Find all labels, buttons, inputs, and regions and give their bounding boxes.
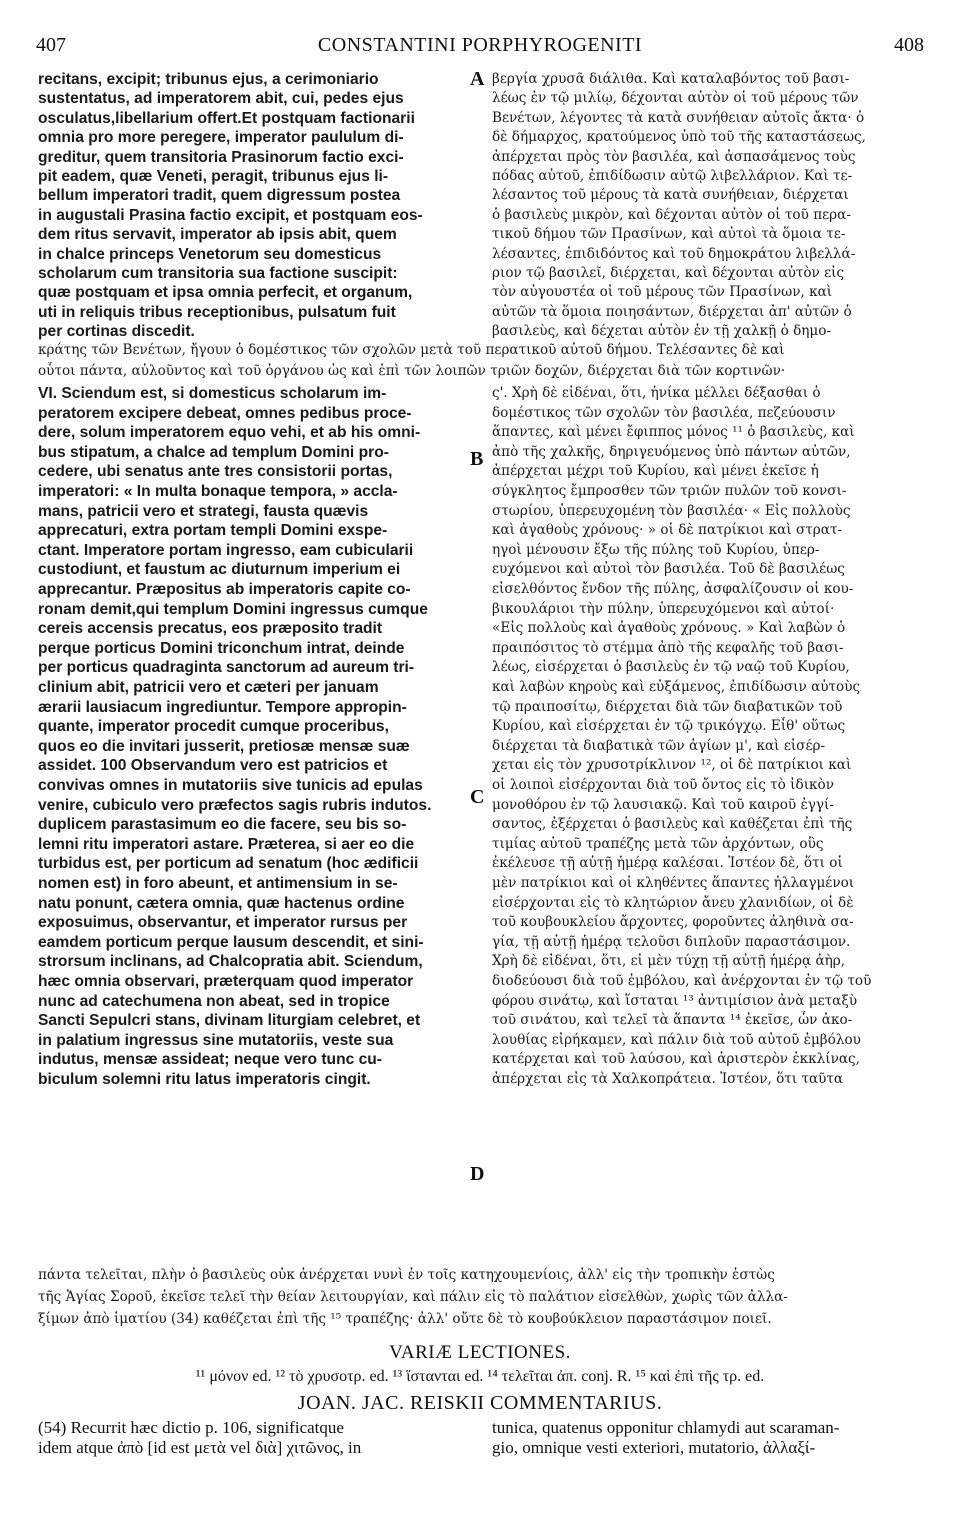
latin-text-line: in augustali Prasina factio excipit, et postquam eos-	[38, 206, 423, 224]
greek-fullwidth-line: πάντα τελεῖται, πλὴν ὁ βασιλεὺς οὐκ ἀνέρχεται νυνὶ ἐν τοῖς κατηχουμενίοις, ἀλλ' εἰς τὴν τροπικὴν ἑστὼς	[38, 1267, 775, 1283]
commentary-right-line: tunica, quatenus opponitur chlamydi aut scaraman-	[492, 1418, 840, 1437]
left-page-number: 407	[36, 34, 66, 56]
greek-text-line: ς'. Χρὴ δὲ εἰδέναι, ὅτι, ἡνίκα μέλλει δέξασθαι ὁ	[492, 385, 821, 401]
latin-text-line: biculum solemni ritu latus imperatoris cingit.	[38, 1071, 371, 1088]
latin-text-line: uti in reliquis tribus receptionibus, pulsatum fuit	[38, 303, 396, 321]
latin-text-line: cereis accensis precatus, eos præposito tradit	[38, 620, 383, 638]
latin-text-line: lemni ritu imperatori astare. Præterea, si aer eo die	[38, 835, 415, 853]
commentary-title: JOAN. JAC. REISKII COMMENTARIUS.	[297, 1392, 663, 1414]
greek-text-line: γία, τῇ αὐτῇ ἡμέρᾳ τελοῦσι διπλοῦν παραστάσιμον.	[492, 933, 851, 950]
greek-text-line: δομέστικος τῶν σχολῶν τὸν βασιλέα, πεζεύουσιν	[492, 404, 836, 421]
latin-text-line: apprecantur. Præpositus ab imperatoris capite co-	[38, 581, 411, 598]
greek-text-line: διέρχεται τὰ διαβατικὰ τῶν ἁγίων μ', καὶ εἰσέρ-	[492, 737, 826, 754]
greek-text-line: τὸν αὐγουστέα οἱ τοῦ μέρους τῶν Πρασίνων, καὶ	[492, 284, 833, 301]
latin-text-line: custodiunt, et faustum ac diuturnum imperium ei	[38, 561, 401, 579]
greek-text-line: λέως, εἰσέρχεται ὁ βασιλεὺς ἐν τῷ ναῷ τοῦ Κυρίου,	[492, 659, 850, 676]
latin-text-line: scholarum cum transitoria sua factione suscipit:	[38, 265, 398, 282]
greek-text-line: βεργία χρυσᾶ διάλιθα. Καὶ καταλαβόντος τοῦ βασι-	[492, 71, 850, 87]
greek-text-line: βασιλεὺς, καὶ δέχεται αὐτὸν ἐν τῇ χαλκῇ ὁ δημο-	[492, 323, 832, 340]
commentary-right-line: gio, omnique vesti exteriori, mutatorio, ἀλλαξί-	[492, 1438, 816, 1457]
greek-text-line: ἀπέρχεται πρὸς τὸν βασιλέα, καὶ ἀσπασάμενος τοὺς	[492, 148, 856, 165]
greek-text-line: κατέρχεται καὶ τοῦ λαύσου, καὶ ἀριστερὸν ἐκκλίνας,	[492, 1051, 860, 1068]
latin-text-line: strorsum inclinans, ad Chalcopratia abit. Sciendum,	[38, 953, 423, 971]
greek-text-line: οἱ λοιποὶ εἰσέρχονται διὰ τοῦ ὄντος εἰς τὸ ἰδικὸν	[492, 777, 834, 793]
variae-lectiones-notes: ¹¹ μόνον ed. ¹² τὸ χρυσοτρ. ed. ¹³ ἵστανται ed. ¹⁴ τελεῖται ἀπ. conj. R. ¹⁵ καὶ ἐπὶ τῆς τρ. ed.	[195, 1368, 765, 1385]
latin-text-line: bellum imperatori tradit, quem digressum postea	[38, 187, 401, 205]
latin-text-line: omnia pro more peregere, imperator paululum di-	[38, 129, 404, 147]
latin-text-line: pit eadem, quæ Veneti, peragit, tribunus ejus li-	[38, 168, 389, 185]
latin-text-line: venire, cubiculo vero præfectos sagis rubris indutos.	[38, 796, 432, 814]
greek-text-line: πόδας αὐτοῦ, ἐπιδίδωσιν αὐτῷ λιβελλάριον. Καὶ τε-	[492, 168, 853, 184]
greek-text-line: ἀπὸ τῆς χαλκῆς, δηριγευόμενος ὑπὸ πάντων αὐτῶν,	[492, 443, 851, 460]
latin-text-line: quante, imperator procedit cumque proceribus,	[38, 718, 389, 736]
greek-text-line: τοῦ σινάτου, καὶ τελεῖ τὰ ἅπαντα ¹⁴ ἐκεῖσε, ὧν ἀκο-	[492, 1012, 853, 1029]
latin-text-line: in chalce princeps Venetorum seu domesticus	[38, 245, 382, 263]
greek-text-line: ευχόμενοι καὶ αὐτοὶ τὸν βασιλέα. Τοῦ δὲ βασιλέως	[492, 561, 845, 578]
greek-text-line: εἰσέρχονται εἰς τὸ κλητώριον ἄνευ χλανιδίων, οἱ δὲ	[492, 894, 854, 911]
greek-fullwidth-line: ξίμων ἀπὸ ἱματίου (34) καθέζεται ἐπὶ τῆς ¹⁵ τραπέζης· ἀλλ' οὔτε δὲ τὸ κουβούκλειον παραστάσιμον ποιεῖ.	[38, 1311, 772, 1327]
latin-text-line: imperatori: « In multa bonaque tempora, » accla-	[38, 483, 398, 500]
margin-marker-d: D	[470, 1163, 485, 1185]
latin-text-line: cedere, ubi senatus ante tres consistorii portas,	[38, 463, 393, 481]
latin-text-line: recitans, excipit; tribunus ejus, a cerimoniario	[38, 71, 379, 88]
latin-text-line: quos eo die invitari jusserit, pretiosæ mensæ suæ	[38, 737, 410, 755]
greek-text-line: φόρου σινάτῳ, καὶ ἵσταται ¹³ ἀντιμίσιον ἀνὰ μεταξὺ	[492, 992, 858, 1009]
latin-text-line: eamdem porticum perque lausum descendit, et sini-	[38, 933, 424, 951]
latin-text-line: in palatium ingressus sine mutatoriis, veste sua	[38, 1031, 394, 1049]
latin-text-line: duplicem parastasimum eo die facere, seu bis so-	[38, 816, 407, 834]
greek-text-line: δὲ δήμαρχος, κρατούμενος ὑπὸ τοῦ τῆς καταστάσεως,	[492, 129, 866, 146]
latin-text-line: ronam demit,qui templum Domini ingressus cumque	[38, 600, 428, 618]
latin-text-line: dem ritus servavit, imperator ab ipsis abit, quem	[38, 226, 397, 244]
greek-text-line: βικουλάριοι τὴν πύλην, ὑπερευχόμενοι καὶ αὐτοί·	[492, 600, 835, 617]
greek-text-line: τιμίας αὐτοῦ τραπέζης μετὰ τῶν ἀρχόντων, οὓς	[492, 835, 824, 852]
greek-text-line: ἅπαντες, καὶ μένει ἔφιππος μόνος ¹¹ ὁ βασιλεὺς, καὶ	[492, 424, 855, 441]
latin-text-line: sustentatus, ad imperatorem abit, cui, pedes ejus	[38, 90, 404, 108]
greek-text-line: Κυρίου, καὶ εἰσέρχεται ἐν τῷ τρικόγχῳ. Εἶθ' οὕτως	[492, 718, 846, 735]
greek-text-line: καὶ λαβὼν κηροὺς καὶ εὐξάμενος, ἐπιδίδωσιν αὐτοὺς	[492, 679, 861, 695]
margin-marker-b: B	[470, 448, 484, 470]
latin-text-line: indutus, mensæ assideat; neque vero tunc cu-	[38, 1051, 382, 1069]
greek-text-line: «Εἰς πολλοὺς καὶ ἀγαθοὺς χρόνους. » Καὶ λαβὼν ὁ	[492, 620, 846, 637]
greek-text-line: χεται εἰς τὸν χρυσοτρίκλινον ¹², οἱ δὲ πατρίκιοι καὶ	[492, 757, 852, 774]
commentary-left-line: idem atque ἀπὸ [id est μετὰ vel διὰ] χιτῶνος, in	[38, 1438, 362, 1457]
greek-fullwidth-line: οὗτοι πάντα, αὐλοῦντος καὶ τοῦ ὀργάνου ὡς καὶ ἐπὶ τῶν λοιπῶν τριῶν δοχῶν, διέρχεται διὰ τῶν κορτινῶν·	[38, 363, 786, 379]
latin-text-line: natu ponunt, cætera omnia, quæ hactenus ordine	[38, 894, 405, 912]
latin-text-line: dere, solum imperatorem equo vehi, et ab his omni-	[38, 424, 421, 442]
latin-text-line: apprecaturi, extra portam templi Domini exspe-	[38, 522, 388, 540]
latin-text-line: hæc omnia observari, præterquam quod imperator	[38, 973, 414, 990]
greek-text-line: ἀπέρχεται μέχρι τοῦ Κυρίου, καὶ μένει ἐκεῖσε ἡ	[492, 463, 819, 480]
greek-text-line: αὐτῶν τὰ ὅμοια ποιησάντων, διέρχεται ἀπ' αὐτῶν ὁ	[492, 303, 852, 320]
right-page-number: 408	[894, 34, 924, 56]
latin-text-line: nomen est) in foro abeunt, et antimensium in se-	[38, 875, 398, 892]
greek-text-line: λέσαντες, ἐπιδιδόντος καὶ τοῦ δημοκράτου λιβελλά-	[492, 245, 856, 262]
latin-text-line: turbidus est, per porticum ad senatum (hoc ædificii	[38, 855, 419, 873]
latin-text-line: VI. Sciendum est, si domesticus scholarum im-	[38, 385, 387, 402]
running-header	[36, 34, 924, 58]
greek-text-line: ριον τῷ βασιλεῖ, διέρχεται, καὶ δέχονται αὐτὸν εἰς	[492, 265, 845, 281]
greek-text-line: μονοθόρου ἐν τῷ λαυσιακῷ. Καὶ τοῦ καιροῦ ἐγγί-	[492, 796, 834, 813]
greek-text-line: τῷ πραιποσίτῳ, διέρχεται διὰ τῶν διαβατικῶν τοῦ	[492, 698, 843, 715]
greek-text-line: Βενέτων, λέγοντες τὰ κατὰ συνήθειαν αὐτοῖς ἄκτα· ὁ	[492, 109, 865, 126]
greek-text-line: λέσαντος τοῦ μέρους τὰ κατὰ συνήθειαν, διέρχεται	[492, 187, 849, 204]
latin-text-line: perque porticus Domini triconchum intrat, deinde	[38, 639, 405, 657]
latin-text-line: greditur, quem transitoria Prasinorum factio exci-	[38, 148, 404, 166]
latin-text-line: clinium abit, patricii vero et cæteri per januam	[38, 679, 379, 696]
latin-text-line: osculatus,libellarium offert.Et postquam factionarii	[38, 109, 415, 127]
greek-text-line: διοδεύουσι διὰ τοῦ ἐμβόλου, καὶ ἀνέρχονται ἐν τῷ τοῦ	[492, 973, 872, 989]
latin-text-line: assidet. 100 Observandum vero est patricios et	[38, 757, 388, 775]
greek-text-line: λουθίας εἰρήκαμεν, καὶ πάλιν διὰ τοῦ αὐτοῦ ἐμβόλου	[492, 1031, 861, 1048]
latin-text-line: peratorem excipere debeat, omnes pedibus proce-	[38, 404, 412, 422]
latin-text-line: bus stipatum, a chalce ad templum Domini pro-	[38, 443, 389, 461]
greek-text-line: μὲν πατρίκιοι καὶ οἱ κληθέντες ἅπαντες ἠλλαγμένοι	[492, 875, 855, 891]
latin-text-line: per cortinas discedit.	[38, 323, 195, 341]
running-title: CONSTANTINI PORPHYROGENITI	[317, 34, 643, 56]
latin-text-line: nunc ad catechumena non abeat, sed in tropice	[38, 992, 390, 1010]
latin-text-line: quæ postquam et ipsa omnia perfecit, et organum,	[38, 284, 413, 302]
margin-marker-a: A	[470, 68, 485, 90]
variae-lectiones-title: VARIÆ LECTIONES.	[389, 1342, 571, 1363]
greek-text-line: τοῦ κουβουκλείου ἄρχοντες, φοροῦντες ἀληθινὰ σα-	[492, 914, 854, 931]
greek-text-line: ἀπέρχεται εἰς τὰ Χαλκοπράτεια. Ἰστέον, ὅτι ταῦτα	[492, 1071, 844, 1087]
greek-text-line: σαντος, ἐξέρχεται ὁ βασιλεὺς καὶ καθέζεται ἐπὶ τῆς	[492, 816, 853, 833]
greek-fullwidth-line: τῆς Ἁγίας Σοροῦ, ἐκεῖσε τελεῖ τὴν θείαν λειτουργίαν, καὶ πάλιν εἰς τὸ παλάτιον εἰσελθὼν, χωρὶς τῶν ἀλλα-	[38, 1289, 788, 1305]
greek-text-line: πραιπόσιτος τὸ στέμμα ἀπὸ τῆς κεφαλῆς τοῦ βασι-	[492, 639, 844, 656]
greek-text-line: λέως ἐν τῷ μιλίῳ, δέχονται αὐτὸν οἱ τοῦ μέρους τῶν	[492, 90, 859, 107]
latin-text-line: mans, patricii vero et strategi, fausta quævis	[38, 502, 369, 520]
latin-text-line: ærarii lausiacum ingrediuntur. Tempore appropin-	[38, 698, 407, 716]
greek-text-line: καὶ ἀγαθοὺς χρόνους· » οἱ δὲ πατρίκιοι καὶ στρατ-	[492, 522, 843, 539]
greek-text-line: σύγκλητος ἔμπροσθεν τῶν τριῶν πυλῶν τοῦ κονσι-	[492, 483, 847, 499]
commentary-left-line: (54) Recurrit hæc dictio p. 106, significatque	[38, 1418, 344, 1437]
greek-fullwidth-line: κράτης τῶν Βενέτων, ἤγουν ὁ δομέστικος τῶν σχολῶν μετὰ τοῦ περατικοῦ αὐτοῦ δήμου. Τελέσαντες δὲ καὶ	[38, 342, 785, 358]
greek-text-line: Χρὴ δὲ εἰδέναι, ὅτι, εἰ μὲν τύχῃ τῇ αὐτῇ ἡμέρᾳ ἀὴρ,	[492, 953, 846, 970]
latin-text-line: Sancti Sepulcri stans, divinam liturgiam celebret, et	[38, 1012, 421, 1030]
latin-text-line: exposuimus, observantur, et imperator rursus per	[38, 914, 408, 932]
greek-text-line: ἐκέλευσε τῇ αὐτῇ ἡμέρᾳ καλέσαι. Ἰστέον δὲ, ὅτι οἱ	[492, 855, 843, 872]
greek-text-line: τικοῦ δήμου τῶν Πρασίνων, καὶ αὐτοὶ τὰ ὅμοια τε-	[492, 226, 846, 243]
greek-text-line: εἰσελθόντος ἔνδον τῆς πύλης, ἀσφαλίζουσιν οἱ κου-	[492, 581, 854, 597]
greek-text-line: ηγοὶ μένουσιν ἔξω τῆς πύλης τοῦ Κυρίου, ὑπερ-	[492, 541, 820, 558]
latin-text-line: convivas omnes in mutatoriis sive tunicis ad epulas	[38, 777, 423, 794]
greek-text-line: στωρίου, ὑπερευχομένη τὸν βασιλέα· « Εἰς πολλοὺς	[492, 502, 851, 519]
latin-text-line: per porticus quadraginta sanctorum ad aureum tri-	[38, 659, 415, 677]
margin-marker-c: C	[470, 786, 485, 808]
latin-text-line: ctant. Imperatore portam ingresso, eam cubicularii	[38, 541, 414, 559]
greek-text-line: ὁ βασιλεὺς μικρὸν, καὶ δέχονται αὐτὸν οἱ τοῦ περα-	[492, 206, 851, 223]
